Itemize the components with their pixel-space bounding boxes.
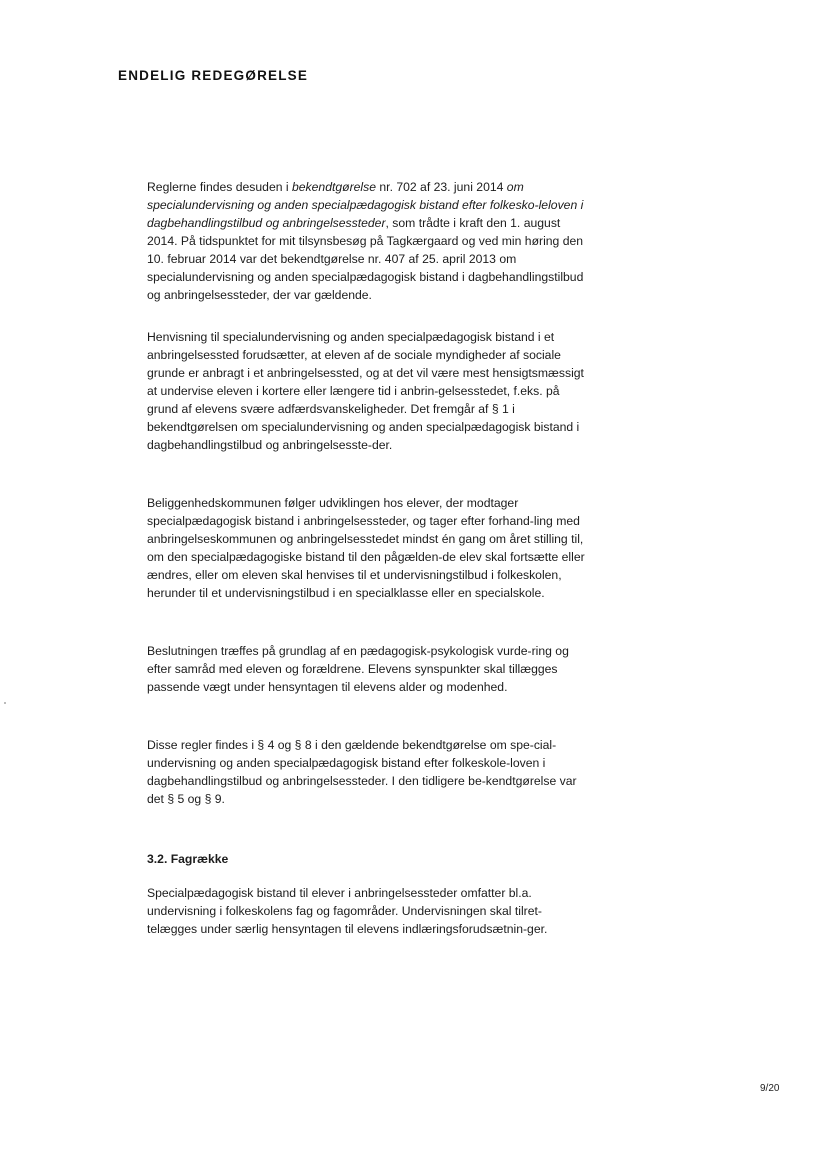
paragraph-1 bbox=[147, 178, 592, 304]
paragraph-1-text-c: , som trådte i kraft den 1. august 2014. På tidspunktet for mit tilsynsbesøg på Tagkærgaard og ved min høring den 10. februar 2014 var det bekendtgørelse nr. 407 af 25. april 2013 om specialundervisning og anden specialpædagogisk bistand i dagbehandlingstilbud og anbringelsessteder, der var gældende. bbox=[147, 216, 584, 302]
paragraph-3: Beliggenhedskommunen følger udviklingen hos elever, der modtager specialpædagogisk bistand i anbringelsessteder, og tager efter forhand-ling med anbringelseskommunen og anbringelsesstedet mindst én gang om året stilling til, om den specialpædagogiske bistand til den pågælden-de elev skal fortsætte eller ændres, eller om eleven skal henvises til et undervisningstilbud i folkeskolen, herunder til et undervisningstilbud i en specialklasse eller en specialskole. bbox=[147, 496, 585, 600]
paragraph-6: Specialpædagogisk bistand til elever i anbringelsessteder omfatter bl.a. undervisning i folkeskolens fag og fagområder. Undervisningen skal tilret-telægges under særlig hensyntagen til elevens indlæringsforudsætnin-ger. bbox=[147, 886, 548, 936]
document-header-title: ENDELIG REDEGØRELSE bbox=[118, 68, 309, 83]
paragraph-1-text-a: Reglerne findes desuden i bbox=[147, 180, 292, 194]
section-heading: 3.2. Fagrække bbox=[147, 852, 229, 866]
paragraph-4: Beslutningen træffes på grundlag af en pædagogisk-psykologisk vurde-ring og efter samråd med eleven og forældrene. Elevens synspunkter skal tillægges passende vægt under hensyntagen til elevens alder og modenhed. bbox=[147, 644, 569, 694]
paragraph-5: Disse regler findes i § 4 og § 8 i den gældende bekendtgørelse om spe-cial-undervisning og anden specialpædagogisk bistand efter folkeskole-loven i dagbehandlingstilbud og anbringelsessteder. I den tidligere be-kendtgørelse var det § 5 og § 9. bbox=[147, 738, 577, 806]
paragraph-2: Henvisning til specialundervisning og anden specialpædagogisk bistand i et anbringelsessted forudsætter, at eleven af de sociale myndigheder af sociale grunde er anbragt i et anbringelsessted, og at det vil være mest hensigtsmæssigt at undervise eleven i kortere eller længere tid i anbrin-gelsesstedet, f.eks. på grund af elevens svære adfærdsvanskeligheder. Det fremgår af § 1 i bekendtgørelsen om specialundervisning og anden specialpædagogisk bistand i dagbehandlingstilbud og anbringelsesste-der. bbox=[147, 330, 584, 452]
paragraph-1-text-b: nr. 702 af 23. juni 2014 bbox=[376, 180, 507, 194]
page-number: 9/20 bbox=[760, 1083, 780, 1094]
paragraph-1-italic-b: om specialundervisning og anden specialpædagogisk bistand efter folkesko-leloven i dagbehandlingstilbud og anbringelsessteder bbox=[147, 180, 584, 230]
paragraph-1-italic-a: bekendtgørelse bbox=[292, 180, 377, 194]
scan-artifact-dot bbox=[4, 702, 6, 704]
